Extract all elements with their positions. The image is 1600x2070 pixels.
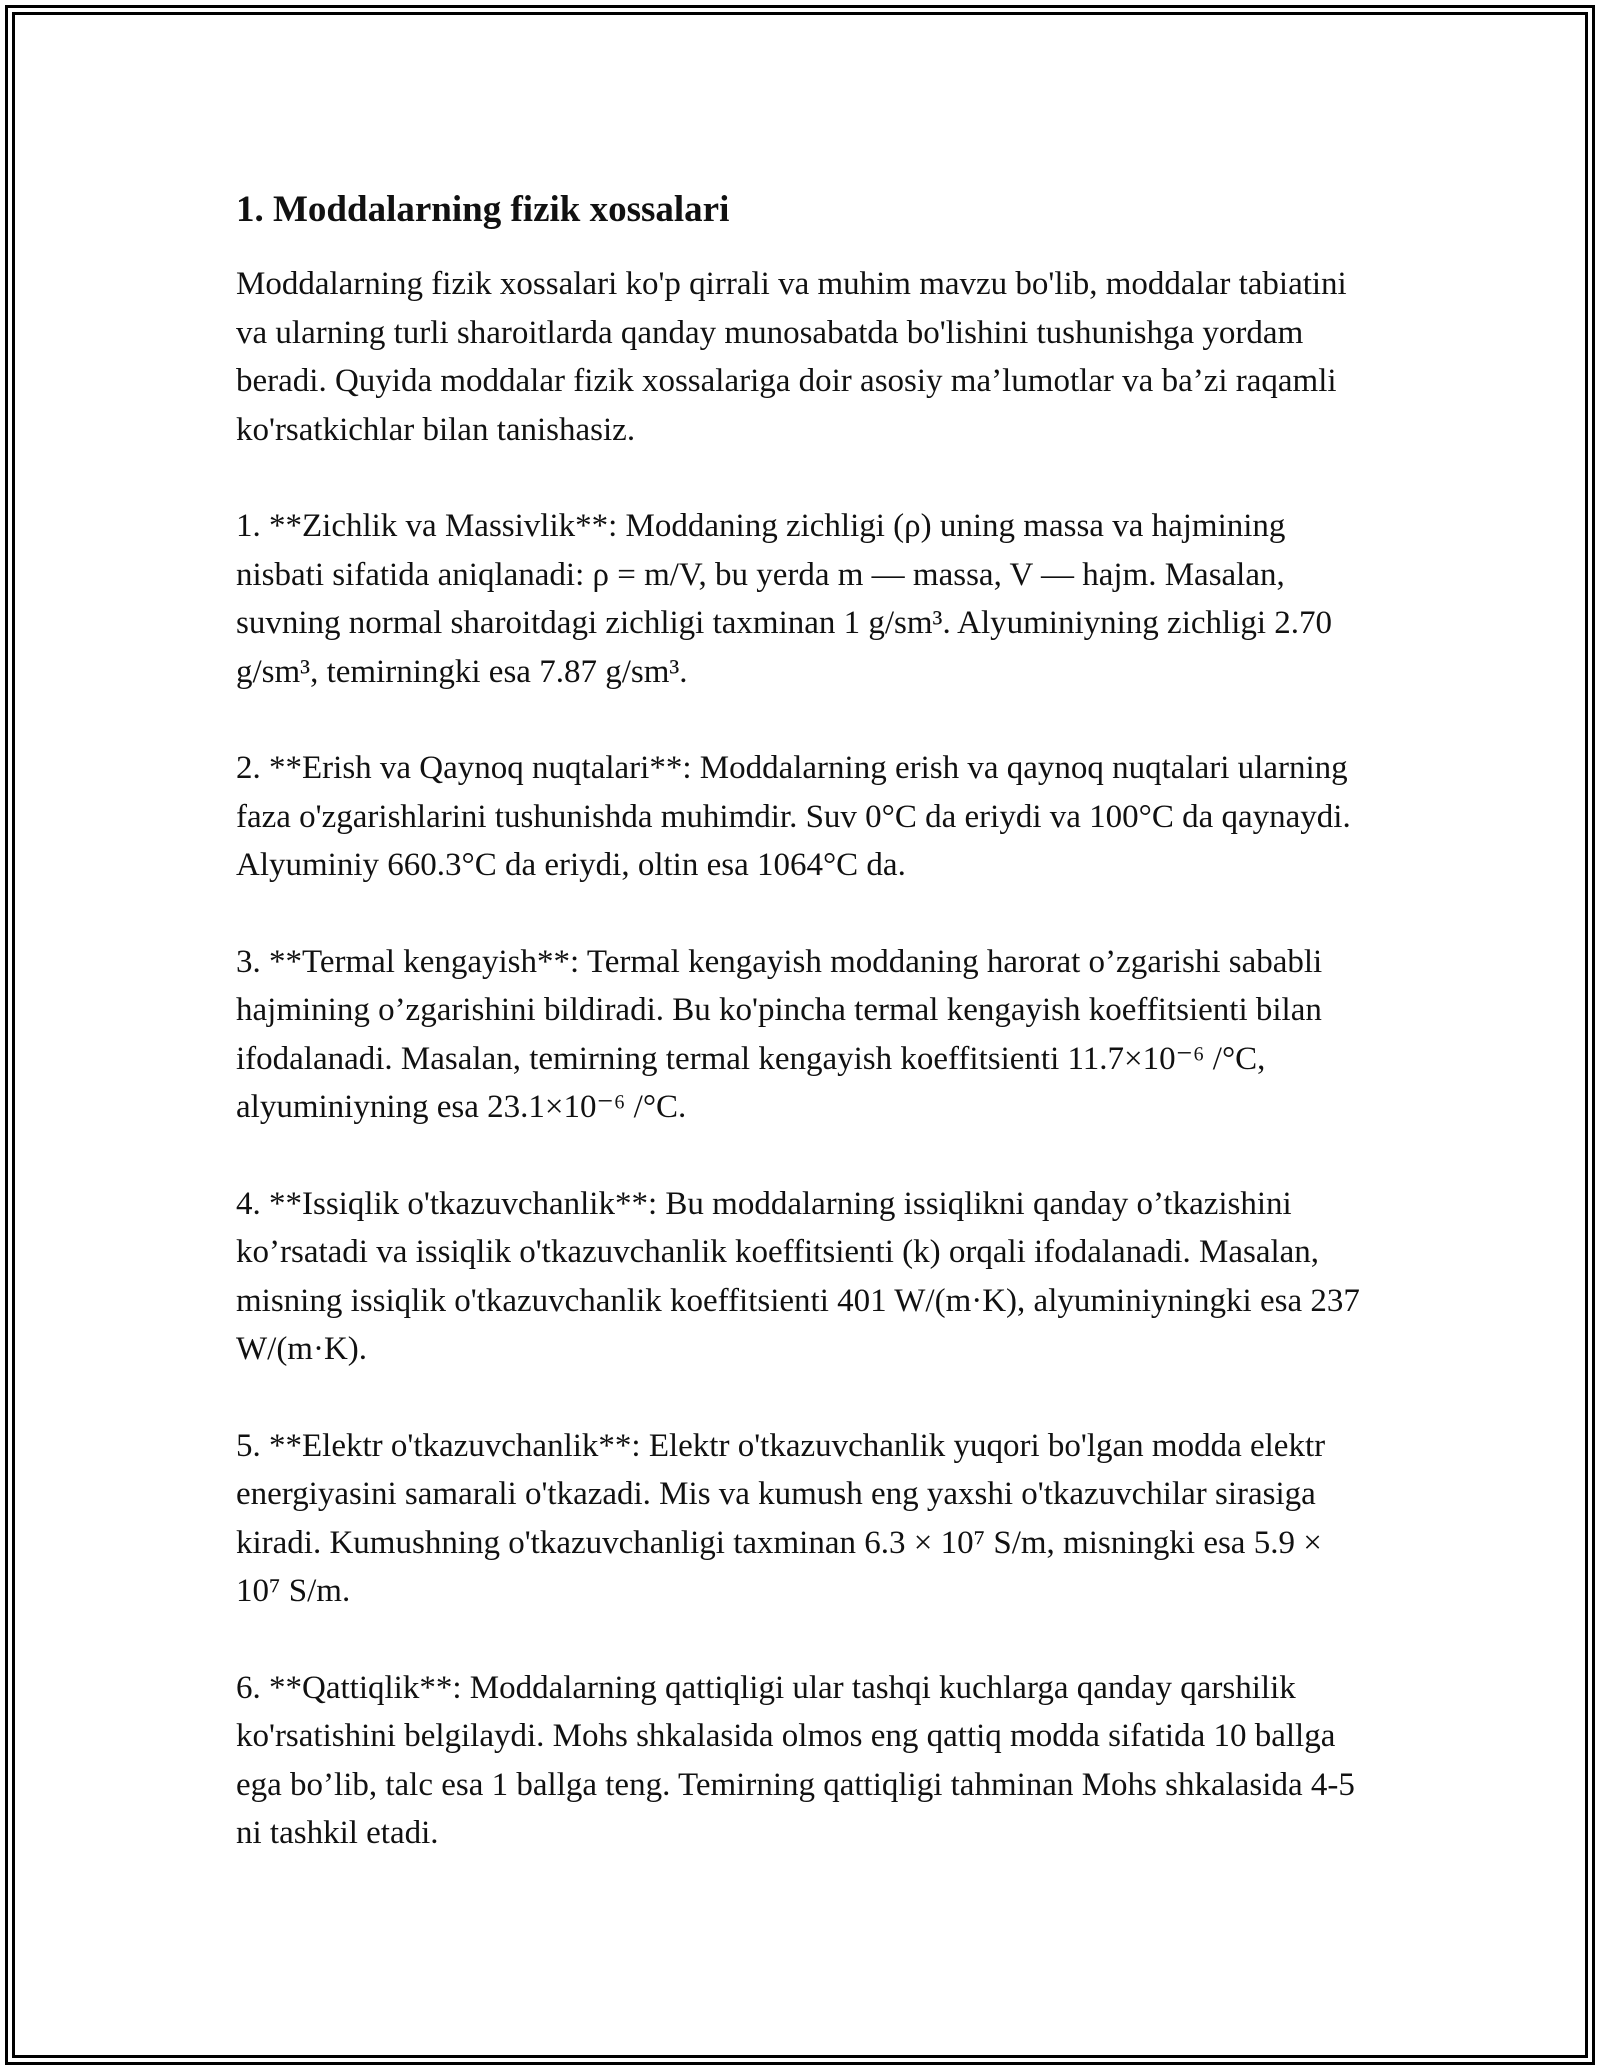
paragraph-density: 1. **Zichlik va Massivlik**: Moddaning zichligi (ρ) uning massa va hajmining nisbati sifatida aniqlanadi: ρ = m/V, bu yerda m — massa, V — hajm. Masalan, suvning normal sharoitdagi zichligi taxminan 1 g/sm³. Alyuminiyning zichligi 2.70 g/sm³, temirningki esa 7.87 g/sm³. [236, 508, 1333, 690]
paragraph-thermal-expansion: 3. **Termal kengayish**: Termal kengayish moddaning harorat o’zgarishi sababli hajmining o’zgarishini bildiradi. Bu ko'pincha termal kengayish koeffitsienti bilan ifodalanadi. Masalan, temirning termal kengayish koeffitsienti 11.7×10⁻⁶ /°C, alyuminiyning esa 23.1×10⁻⁶ /°C. [236, 943, 1323, 1125]
page-title: 1. Moddalarning fizik xossalari [236, 189, 730, 230]
paragraph-thermal-conductivity: 4. **Issiqlik o'tkazuvchanlik**: Bu moddalarning issiqlikni qanday o’tkazishini ko’rsatadi va issiqlik o'tkazuvchanlik koeffitsienti (k) orqali ifodalanadi. Masalan, misning issiqlik o'tkazuvchanlik koeffitsienti 401 W/(m·K), alyuminiyningki esa 237 W/(m·K). [236, 1185, 1360, 1367]
paragraph-melting-boiling: 2. **Erish va Qaynoq nuqtalari**: Moddalarning erish va qaynoq nuqtalari ularning faza o'zgarishlarini tushunishda muhimdir. Suv 0°C da eriydi va 100°C da qaynaydi. Alyuminiy 660.3°C da eriydi, oltin esa 1064°C da. [236, 750, 1351, 883]
document-body [236, 186, 1366, 1906]
intro-paragraph: Moddalarning fizik xossalari ko'p qirrali va muhim mavzu bo'lib, moddalar tabiatini va ularning turli sharoitlarda qanday munosabatda bo'lishini tushunishga yordam beradi. Quyida moddalar fizik xossalariga doir asosiy ma’lumotlar va ba’zi raqamli ko'rsatkichlar bilan tanishasiz. [236, 266, 1347, 448]
paragraph-electrical-conductivity: 5. **Elektr o'tkazuvchanlik**: Elektr o'tkazuvchanlik yuqori bo'lgan modda elektr energiyasini samarali o'tkazadi. Mis va kumush eng yaxshi o'tkazuvchilar sirasiga kiradi. Kumushning o'tkazuvchanligi taxminan 6.3 × 10⁷ S/m, misningki esa 5.9 × 10⁷ S/m. [236, 1427, 1326, 1609]
paragraph-hardness: 6. **Qattiqlik**: Moddalarning qattiqligi ular tashqi kuchlarga qanday qarshilik ko'rsatishini belgilaydi. Mohs shkalasida olmos eng qattiq modda sifatida 10 ballga ega bo’lib, talc esa 1 ballga teng. Temirning qattiqligi tahminan Mohs shkalasida 4-5 ni tashkil etadi. [236, 1669, 1355, 1851]
